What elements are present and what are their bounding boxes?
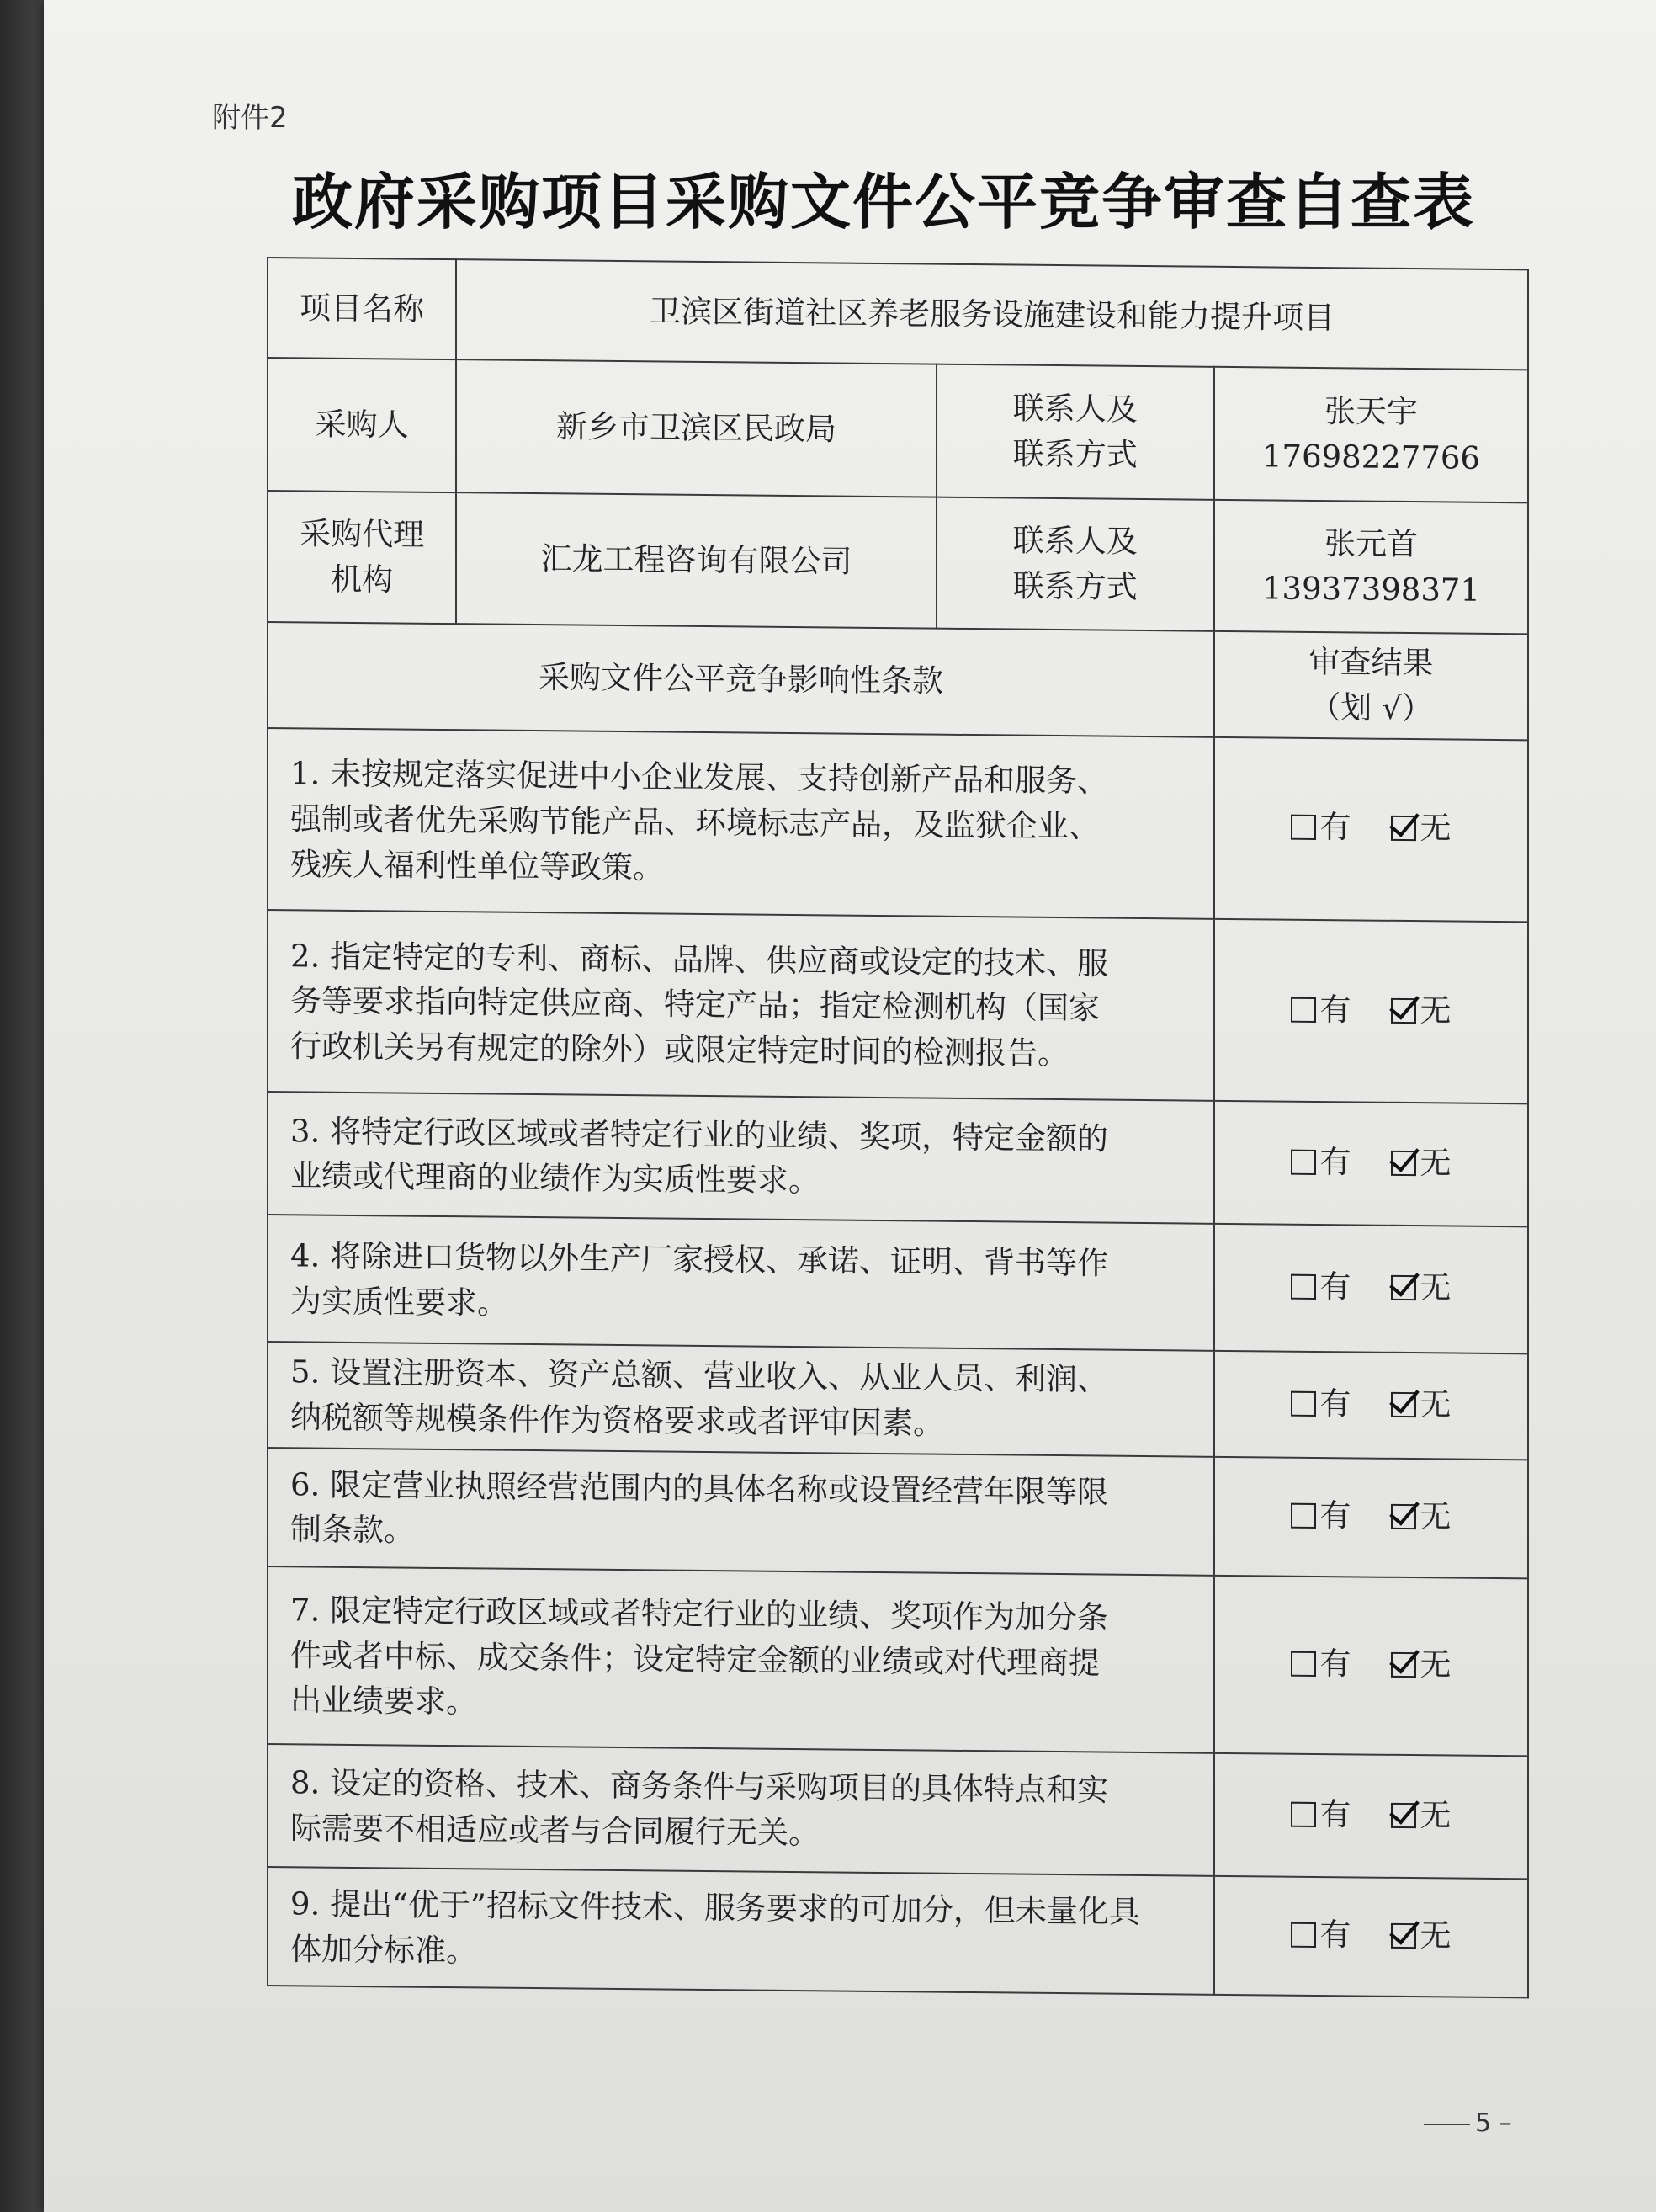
agency-contact-value: [1214, 500, 1528, 635]
clauses-header-row: [268, 622, 1528, 740]
review-result: [1214, 1101, 1528, 1227]
checkbox-icon[interactable]: [1291, 1801, 1316, 1826]
project-name-label: 项目名称: [268, 258, 456, 359]
clause-text: 2. 指定特定的专利、商标、品牌、供应商或设定的技术、服 务等要求指向特定供应商、特定产品；指定检测机构（国家 行政机关另有规定的除外）或限定特定时间的检测报告。: [268, 910, 1214, 1101]
checkbox-checked-icon[interactable]: [1391, 997, 1416, 1023]
checkbox-checked-icon[interactable]: [1391, 1275, 1416, 1300]
option-yes[interactable]: 有: [1291, 1140, 1351, 1185]
checkbox-checked-icon[interactable]: [1391, 1151, 1416, 1176]
option-yes[interactable]: 有: [1291, 987, 1351, 1033]
clause-row: [268, 1448, 1528, 1578]
option-no[interactable]: 无: [1391, 1265, 1451, 1311]
option-no[interactable]: 无: [1391, 1793, 1451, 1838]
checkbox-checked-icon[interactable]: [1391, 1652, 1416, 1678]
clause-row: [268, 1092, 1528, 1226]
option-no[interactable]: 无: [1391, 1141, 1451, 1186]
review-result: [1214, 1576, 1528, 1757]
clause-text: 8. 设定的资格、技术、商务条件与采购项目的具体特点和实 际需要不相适应或者与合同履行无关。: [268, 1744, 1214, 1876]
page-number-rule: [1424, 2124, 1470, 2125]
checkbox-icon[interactable]: [1291, 815, 1316, 840]
option-no[interactable]: 无: [1391, 1382, 1451, 1428]
purchaser-contact-name: 张天宇: [1324, 393, 1418, 431]
purchaser-row: [268, 358, 1528, 502]
clause-row: [268, 910, 1528, 1104]
checkbox-icon[interactable]: [1291, 1922, 1316, 1948]
checkbox-checked-icon[interactable]: [1391, 1802, 1416, 1827]
review-result: [1214, 1351, 1528, 1460]
background-edge: [0, 0, 50, 2212]
clause-text: 6. 限定营业执照经营范围内的具体名称或设置经营年限等限 制条款。: [268, 1448, 1214, 1576]
option-yes[interactable]: 有: [1291, 1380, 1351, 1426]
review-table: [267, 257, 1529, 1998]
clause-text: 9. 提出“优于”招标文件技术、服务要求的可加分，但未量化具 体加分标准。: [268, 1867, 1214, 1995]
option-yes[interactable]: 有: [1291, 1493, 1351, 1539]
checkbox-icon[interactable]: [1291, 997, 1316, 1022]
option-yes[interactable]: 有: [1291, 1264, 1351, 1310]
clause-text: 3. 将特定行政区域或者特定行业的业绩、奖项，特定金额的 业绩或代理商的业绩作为实质性要求。: [268, 1092, 1214, 1224]
clause-column-header: 采购文件公平竞争影响性条款: [268, 622, 1214, 737]
purchaser-contact-value: [1214, 367, 1528, 503]
checkbox-icon[interactable]: [1291, 1390, 1316, 1416]
agency-label: 采购代理 机构: [268, 491, 456, 624]
attachment-label: 附件2: [212, 101, 288, 135]
project-name-row: [268, 258, 1528, 370]
review-result: [1214, 919, 1528, 1104]
agency-contact-phone: 13937398371: [1262, 570, 1480, 609]
clause-text: 7. 限定特定行政区域或者特定行业的业绩、奖项作为加分条 件或者中标、成交条件；设定特定金额的业绩或对代理商提 出业绩要求。: [268, 1566, 1214, 1753]
project-name-value: 卫滨区街道社区养老服务设施建设和能力提升项目: [456, 259, 1528, 370]
purchaser-contact-phone: 17698227766: [1262, 438, 1480, 476]
clause-text: 1. 未按规定落实促进中小企业发展、支持创新产品和服务、 强制或者优先采购节能产品、环境标志产品，及监狱企业、 残疾人福利性单位等政策。: [268, 728, 1214, 919]
agency-contact-name: 张元首: [1324, 525, 1418, 563]
clause-text: 5. 设置注册资本、资产总额、营业收入、从业人员、利润、 纳税额等规模条件作为资格要求或者评审因素。: [268, 1342, 1214, 1457]
page-number: 5 –: [1424, 2108, 1512, 2138]
purchaser-contact-label: 联系人及 联系方式: [937, 364, 1214, 499]
agency-contact-label: 联系人及 联系方式: [937, 497, 1214, 630]
clause-row: [268, 1215, 1528, 1353]
option-no[interactable]: 无: [1391, 1913, 1451, 1959]
checkbox-icon[interactable]: [1291, 1274, 1316, 1300]
option-yes[interactable]: 有: [1291, 805, 1351, 850]
review-result: [1214, 1224, 1528, 1354]
agency-value: 汇龙工程咨询有限公司: [456, 492, 936, 628]
result-column-header: 审查结果 （划 √）: [1214, 631, 1528, 740]
purchaser-value: 新乡市卫滨区民政局: [456, 359, 936, 497]
clause-text: 4. 将除进口货物以外生产厂家授权、承诺、证明、背书等作 为实质性要求。: [268, 1215, 1214, 1351]
option-yes[interactable]: 有: [1291, 1641, 1351, 1687]
option-no[interactable]: 无: [1391, 1494, 1451, 1539]
option-yes[interactable]: 有: [1291, 1912, 1351, 1958]
clause-row: [268, 1867, 1528, 1997]
purchaser-label: 采购人: [268, 358, 456, 492]
review-result: [1214, 1457, 1528, 1578]
option-yes[interactable]: 有: [1291, 1792, 1351, 1837]
checkbox-checked-icon[interactable]: [1391, 1391, 1416, 1417]
checkbox-checked-icon[interactable]: [1391, 1923, 1416, 1949]
clause-row: [268, 1744, 1528, 1879]
clause-row: [268, 728, 1528, 923]
checkbox-checked-icon[interactable]: [1391, 1504, 1416, 1529]
page-title: 政府采购项目采购文件公平竞争审查自查表: [292, 167, 1476, 237]
option-no[interactable]: 无: [1391, 988, 1451, 1034]
review-result: [1214, 1753, 1528, 1880]
option-no[interactable]: 无: [1391, 1642, 1451, 1688]
document-page: [44, 0, 1656, 2212]
agency-row: [268, 491, 1528, 634]
checkbox-icon[interactable]: [1291, 1149, 1316, 1174]
option-no[interactable]: 无: [1391, 806, 1451, 851]
checkbox-icon[interactable]: [1291, 1651, 1316, 1677]
review-result: [1214, 1876, 1528, 1998]
clause-row: [268, 1566, 1528, 1757]
checkbox-checked-icon[interactable]: [1391, 816, 1416, 841]
clause-row: [268, 1342, 1528, 1460]
checkbox-icon[interactable]: [1291, 1503, 1316, 1529]
review-result: [1214, 736, 1528, 922]
